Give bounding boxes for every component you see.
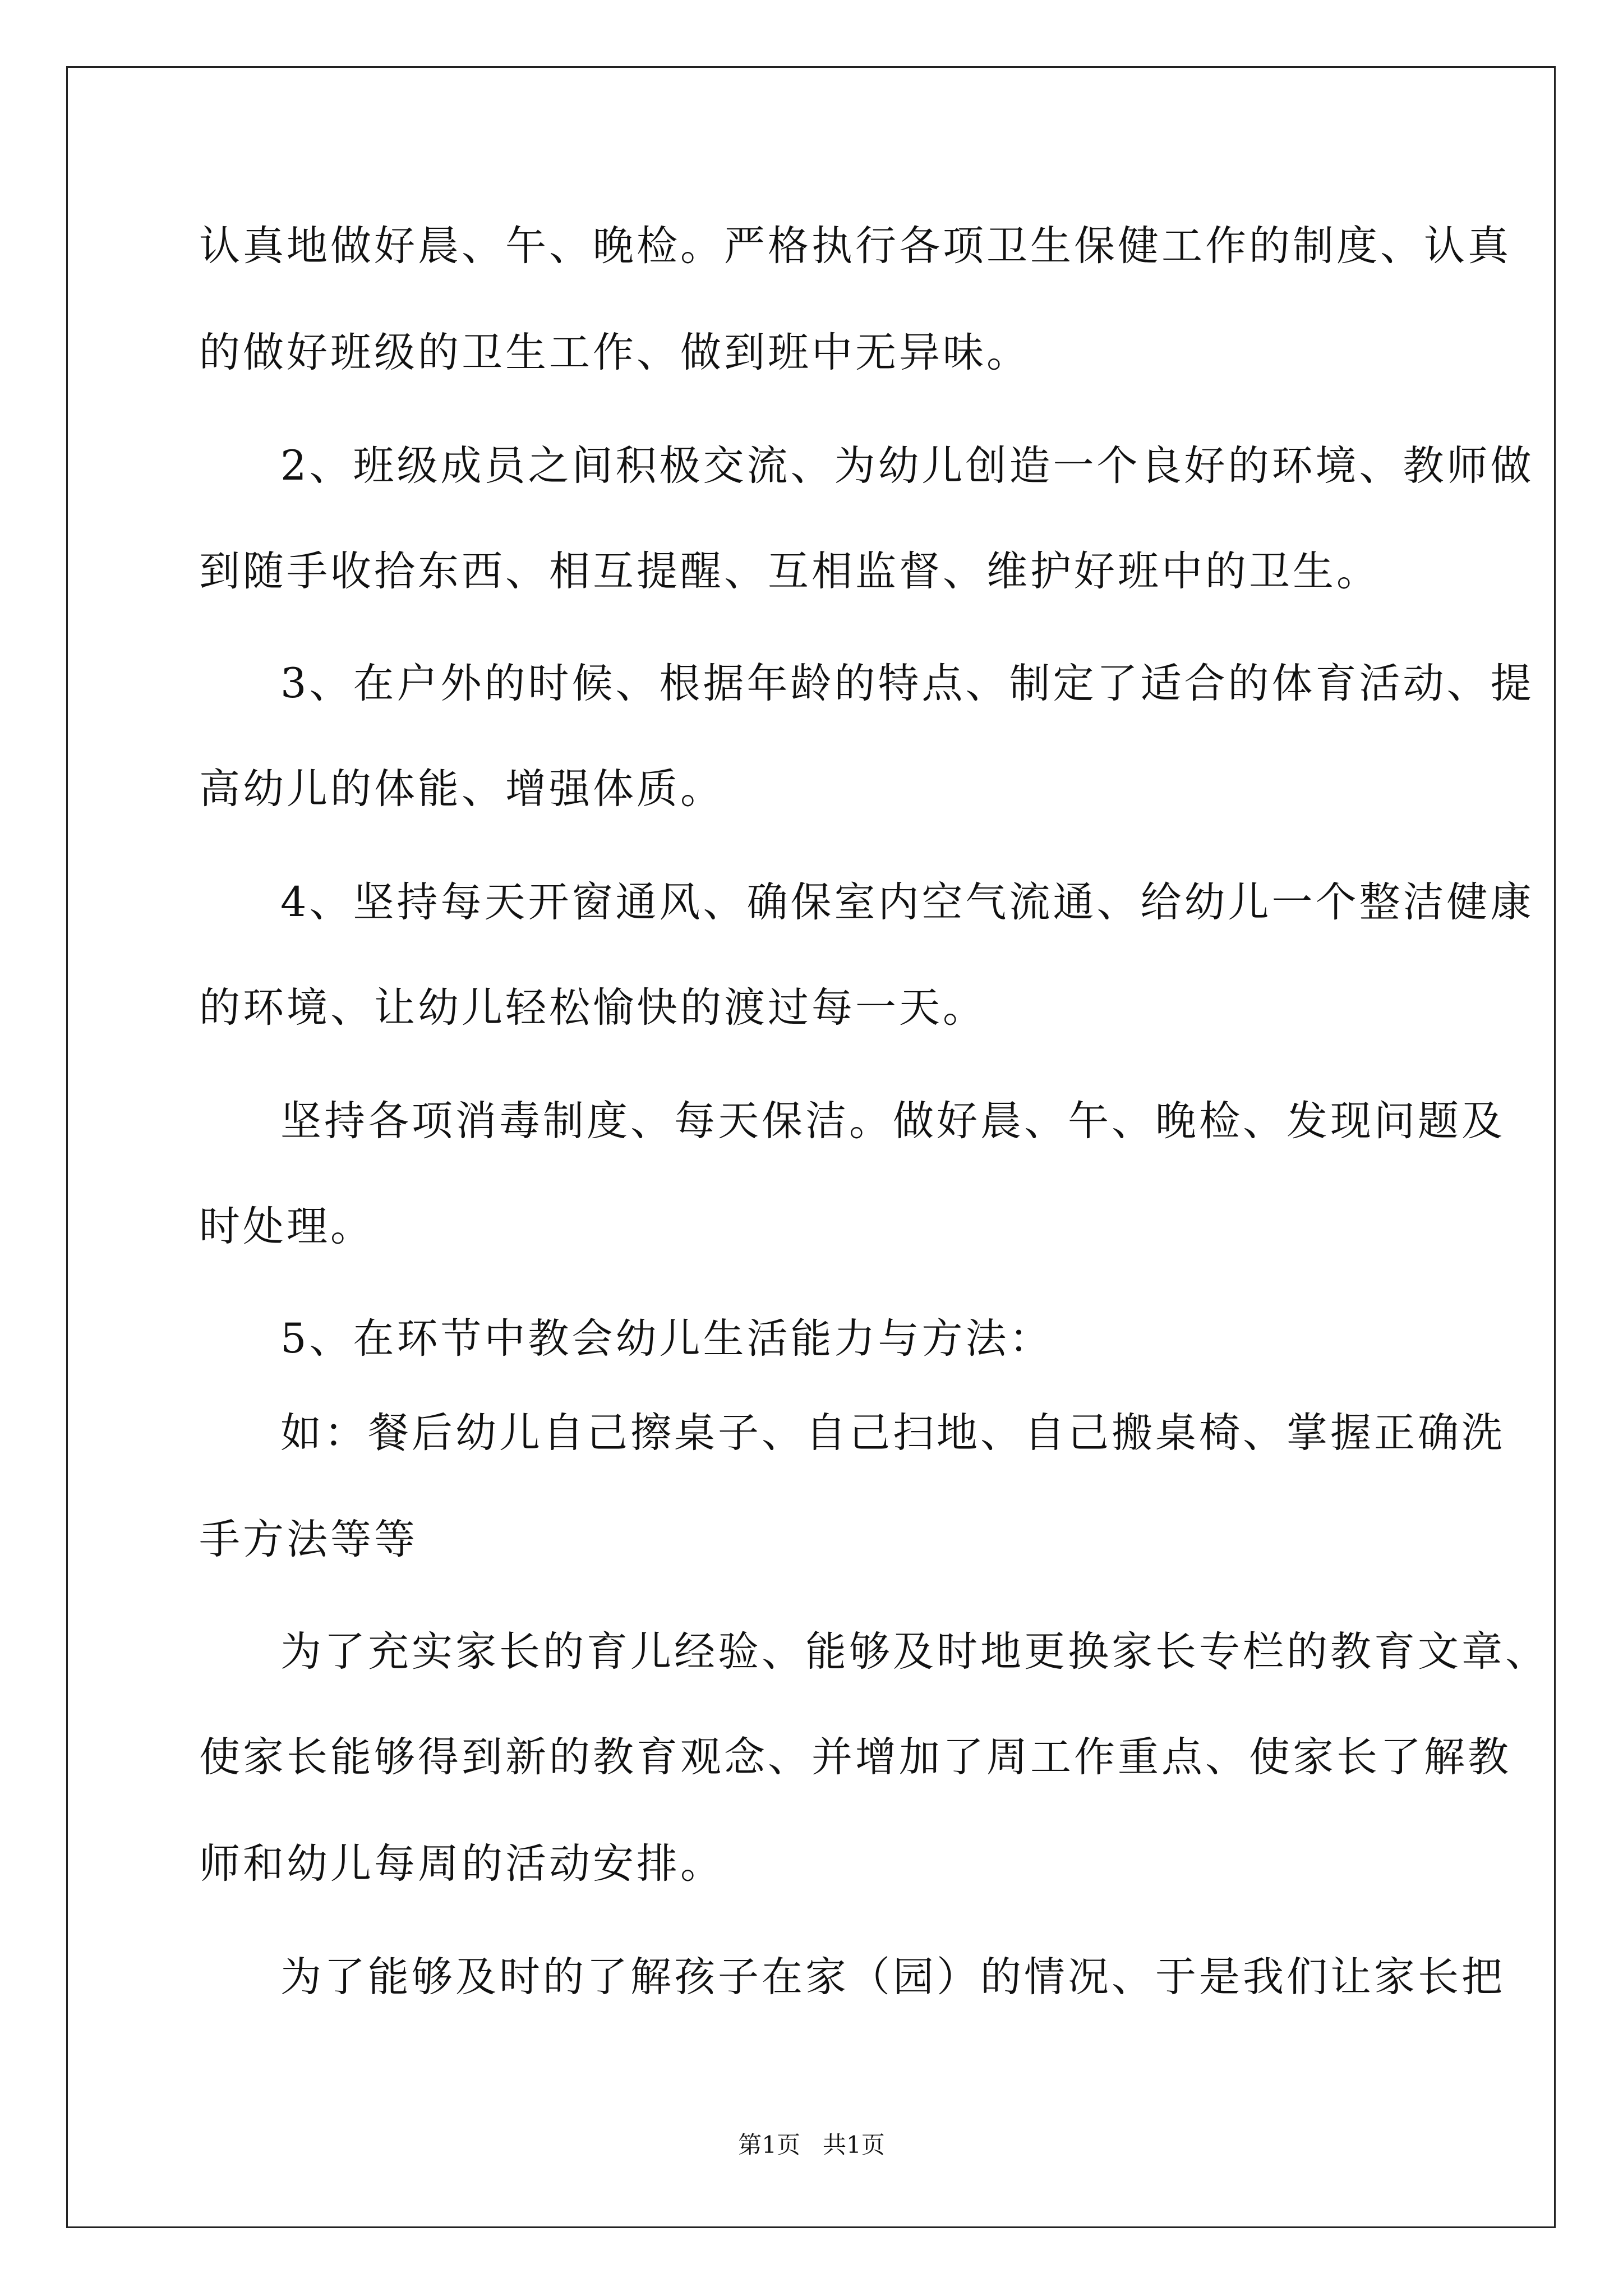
text-line: 时处理。 (199, 1203, 374, 1250)
text-line: 为了能够及时的了解孩子在家（园）的情况、于是我们让家长把 (280, 1953, 1505, 2001)
text-line: 认真地做好晨、午、晚检。严格执行各项卫生保健工作的制度、认真 (199, 222, 1511, 270)
text-line: 师和幼儿每周的活动安排。 (199, 1840, 724, 1888)
text-line: 的做好班级的卫生工作、做到班中无异味。 (199, 329, 1030, 376)
text-line: 手方法等等 (199, 1516, 418, 1563)
text-line: 2、班级成员之间积极交流、为幼儿创造一个良好的环境、教师做 (280, 442, 1534, 490)
text-line: 的环境、让幼儿轻松愉快的渡过每一天。 (199, 984, 986, 1032)
text-line: 高幼儿的体能、增强体质。 (199, 765, 724, 813)
text-line: 3、在户外的时候、根据年龄的特点、制定了适合的体育活动、提 (280, 660, 1534, 707)
text-line: 使家长能够得到新的教育观念、并增加了周工作重点、使家长了解教 (199, 1733, 1511, 1781)
page-number-footer: 第1页 共1页 (738, 2131, 885, 2159)
text-line: 如：餐后幼儿自己擦桌子、自己扫地、自己搬桌椅、掌握正确洗 (280, 1409, 1505, 1457)
text-line: 为了充实家长的育儿经验、能够及时地更换家长专栏的教育文章、 (280, 1628, 1549, 1676)
text-line: 坚持各项消毒制度、每天保洁。做好晨、午、晚检、发现问题及 (280, 1097, 1505, 1145)
text-line: 5、在环节中教会幼儿生活能力与方法： (280, 1315, 1053, 1363)
text-line: 4、坚持每天开窗通风、确保室内空气流通、给幼儿一个整洁健康 (280, 878, 1534, 926)
page-border (66, 66, 1556, 2228)
text-line: 到随手收拾东西、相互提醒、互相监督、维护好班中的卫生。 (199, 547, 1380, 595)
